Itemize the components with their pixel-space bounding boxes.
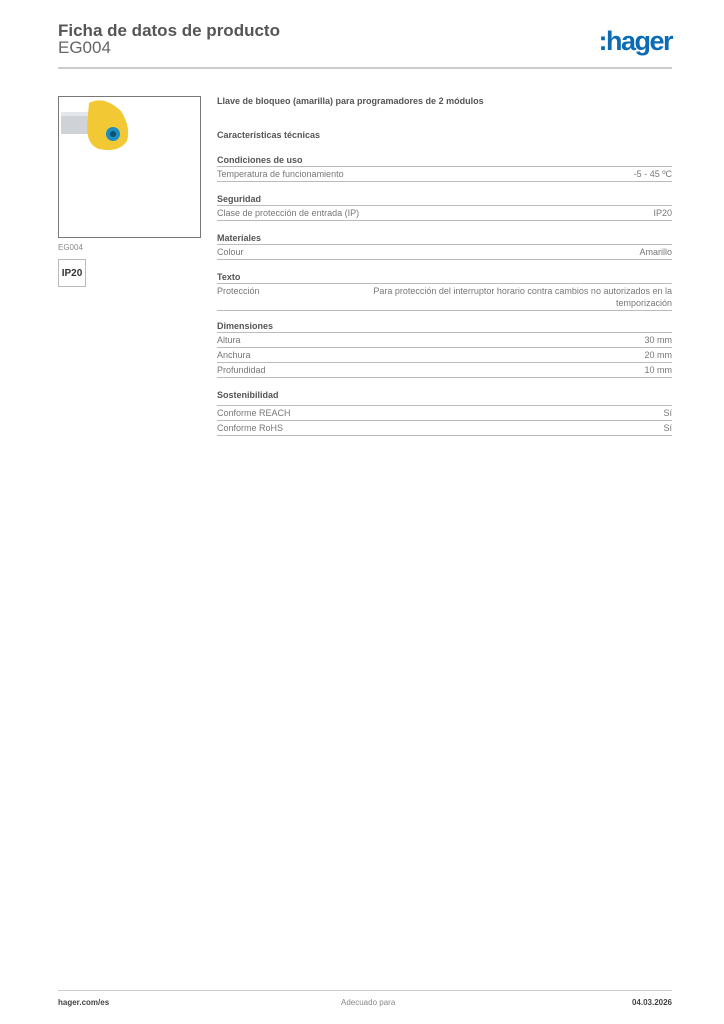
section-seguridad (217, 193, 672, 221)
section-condiciones-de-uso (217, 154, 672, 182)
product-code: EG004 (58, 38, 111, 57)
section-title: Materiales (217, 232, 672, 245)
footer-website-link[interactable]: hager.com/es (58, 998, 110, 1007)
spec-value: 20 mm (644, 350, 672, 360)
spec-row (217, 284, 672, 311)
product-description: Llave de bloqueo (amarilla) para programadores de 2 módulos (217, 96, 484, 106)
spec-label: Colour (217, 247, 244, 257)
tech-heading: Características técnicas (217, 130, 321, 140)
spec-label: Altura (217, 335, 241, 345)
spec-row (217, 167, 672, 182)
spec-label: Conforme RoHS (217, 423, 284, 433)
product-image (58, 96, 201, 238)
spec-value: Para protección del interruptor horario contra cambios no autorizados en la temporización (373, 286, 672, 308)
spec-value: IP20 (653, 208, 672, 218)
section-title: Texto (217, 271, 672, 284)
spec-label: Conforme REACH (217, 408, 291, 418)
image-caption: EG004 (58, 243, 83, 252)
section-title: Seguridad (217, 193, 672, 206)
ip20-badge: IP20 (58, 259, 86, 287)
spec-row (217, 206, 672, 221)
section-title: Dimensiones (217, 320, 672, 333)
spec-row (217, 333, 672, 348)
section-sostenibilidad (217, 389, 672, 436)
header-divider (58, 67, 672, 69)
spec-value: Sí (663, 408, 672, 418)
spec-row (217, 406, 672, 421)
hager-logo: :hager (598, 26, 672, 56)
footer-suitable-for: Adecuado para (341, 998, 396, 1007)
section-title: Sostenibilidad (217, 389, 672, 406)
spec-label: Profundidad (217, 365, 266, 375)
spec-row (217, 363, 672, 378)
spec-label: Clase de protección de entrada (IP) (217, 208, 360, 218)
spec-label: Anchura (217, 350, 251, 360)
section-materiales (217, 232, 672, 260)
spec-value: -5 - 45 ºC (633, 169, 672, 179)
spec-label: Protección (217, 286, 260, 296)
footer-divider (58, 990, 672, 991)
spec-value: Sí (663, 423, 672, 433)
spec-label: Temperatura de funcionamiento (217, 169, 344, 179)
section-title: Condiciones de uso (217, 154, 672, 167)
spec-value: 30 mm (644, 335, 672, 345)
footer-date: 04.03.2026 (631, 998, 672, 1007)
page-title: Ficha de datos de producto (58, 21, 280, 40)
spec-row (217, 245, 672, 260)
spec-value: 10 mm (644, 365, 672, 375)
section-texto (217, 271, 672, 311)
spec-row (217, 421, 672, 436)
product-key-illustration (59, 97, 200, 237)
spec-row (217, 348, 672, 363)
section-dimensiones (217, 320, 672, 378)
spec-value: Amarillo (639, 247, 672, 257)
